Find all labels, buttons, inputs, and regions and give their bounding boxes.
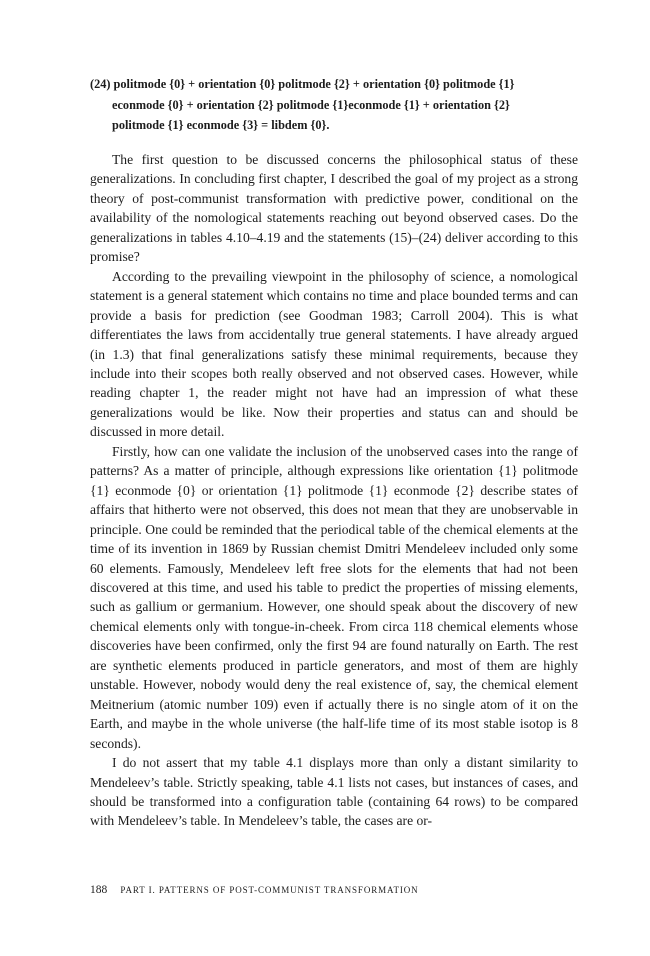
formula-line: politmode {1} econmode {3} = libdem {0}. [112, 118, 330, 132]
paragraph: I do not assert that my table 4.1 displays more than only a distant similarity to Mendeleev’s table. Strictly speaking, table 4.1 lists not cases, but instances of cases, and should be transformed into a configuration table (containing 64 rows) to be compared with Mendeleev’s table. In Mendeleev’s table, the cases are or- [90, 755, 578, 829]
body-text [90, 150, 578, 831]
page-number: 188 [90, 884, 108, 896]
page-footer [90, 884, 419, 896]
formula-line: econmode {0} + orientation {2} politmode {1}econmode {1} + orientation {2} [112, 97, 510, 112]
paragraph: The first question to be discussed concerns the philosophical status of these generalizations. In concluding first chapter, I described the goal of my project as a strong theory of post-communist transformation with predictive power, conditional on the availability of the nomological statements reaching out beyond observed cases. Do the generalizations in tables 4.10–4.19 and the statements (15)–(24) deliver according to this promise? [90, 152, 578, 265]
running-head: PART I. PATTERNS OF POST-COMMUNIST TRANSFORMATION [120, 885, 419, 895]
formula-line: (24) politmode {0} + orientation {0} politmode {2} + orientation {0} politmode {1} [90, 77, 515, 91]
paragraph: Firstly, how can one validate the inclusion of the unobserved cases into the range of patterns? As a matter of principle, although expressions like orientation {1} politmode {1} econmode {0} or orientation {1} politmode {1} econmode {2} describe states of affairs that hitherto were not observed, this does not mean that they are unobservable in principle. One could be reminded that the periodical table of the chemical elements at the time of its invention in 1869 by Russian chemist Dmitri Mendeleev included only some 60 elements. Famously, Mendeleev left free slots for the elements that had not been discovered at this time, and used his table to predict the properties of missing elements, such as gallium or germanium. However, one should speak about the discovery of new chemical elements only with tongue-in-cheek. From circa 118 chemical elements whose discoveries have been confirmed, only the first 94 are found naturally on Earth. The rest are synthetic elements produced in particle generators, and most of them are highly unstable. However, nobody would deny the real existence of, say, the chemical element Meitnerium (atomic number 109) even if actually there is no single atom of it on the Earth, and maybe in the whole universe (the half-life time of its most stable isotop is 8 seconds). [90, 443, 578, 751]
paragraph: According to the prevailing viewpoint in the philosophy of science, a nomological statement is a general statement which contains no time and place bounded terms and can provide a basis for prediction (see Goodman 1983; Carroll 2004). This is what differentiates the laws from accidentally true general statements. I have already argued (in 1.3) that final generalizations satisfy these minimal requirements, because they include into their scopes both really observed and not observed cases. However, while reading chapter 1, the reader might not have had an impression of what these generalizations would be like. Now their properties and status can and should be discussed in more detail. [90, 268, 578, 440]
formula-24 [90, 74, 568, 136]
